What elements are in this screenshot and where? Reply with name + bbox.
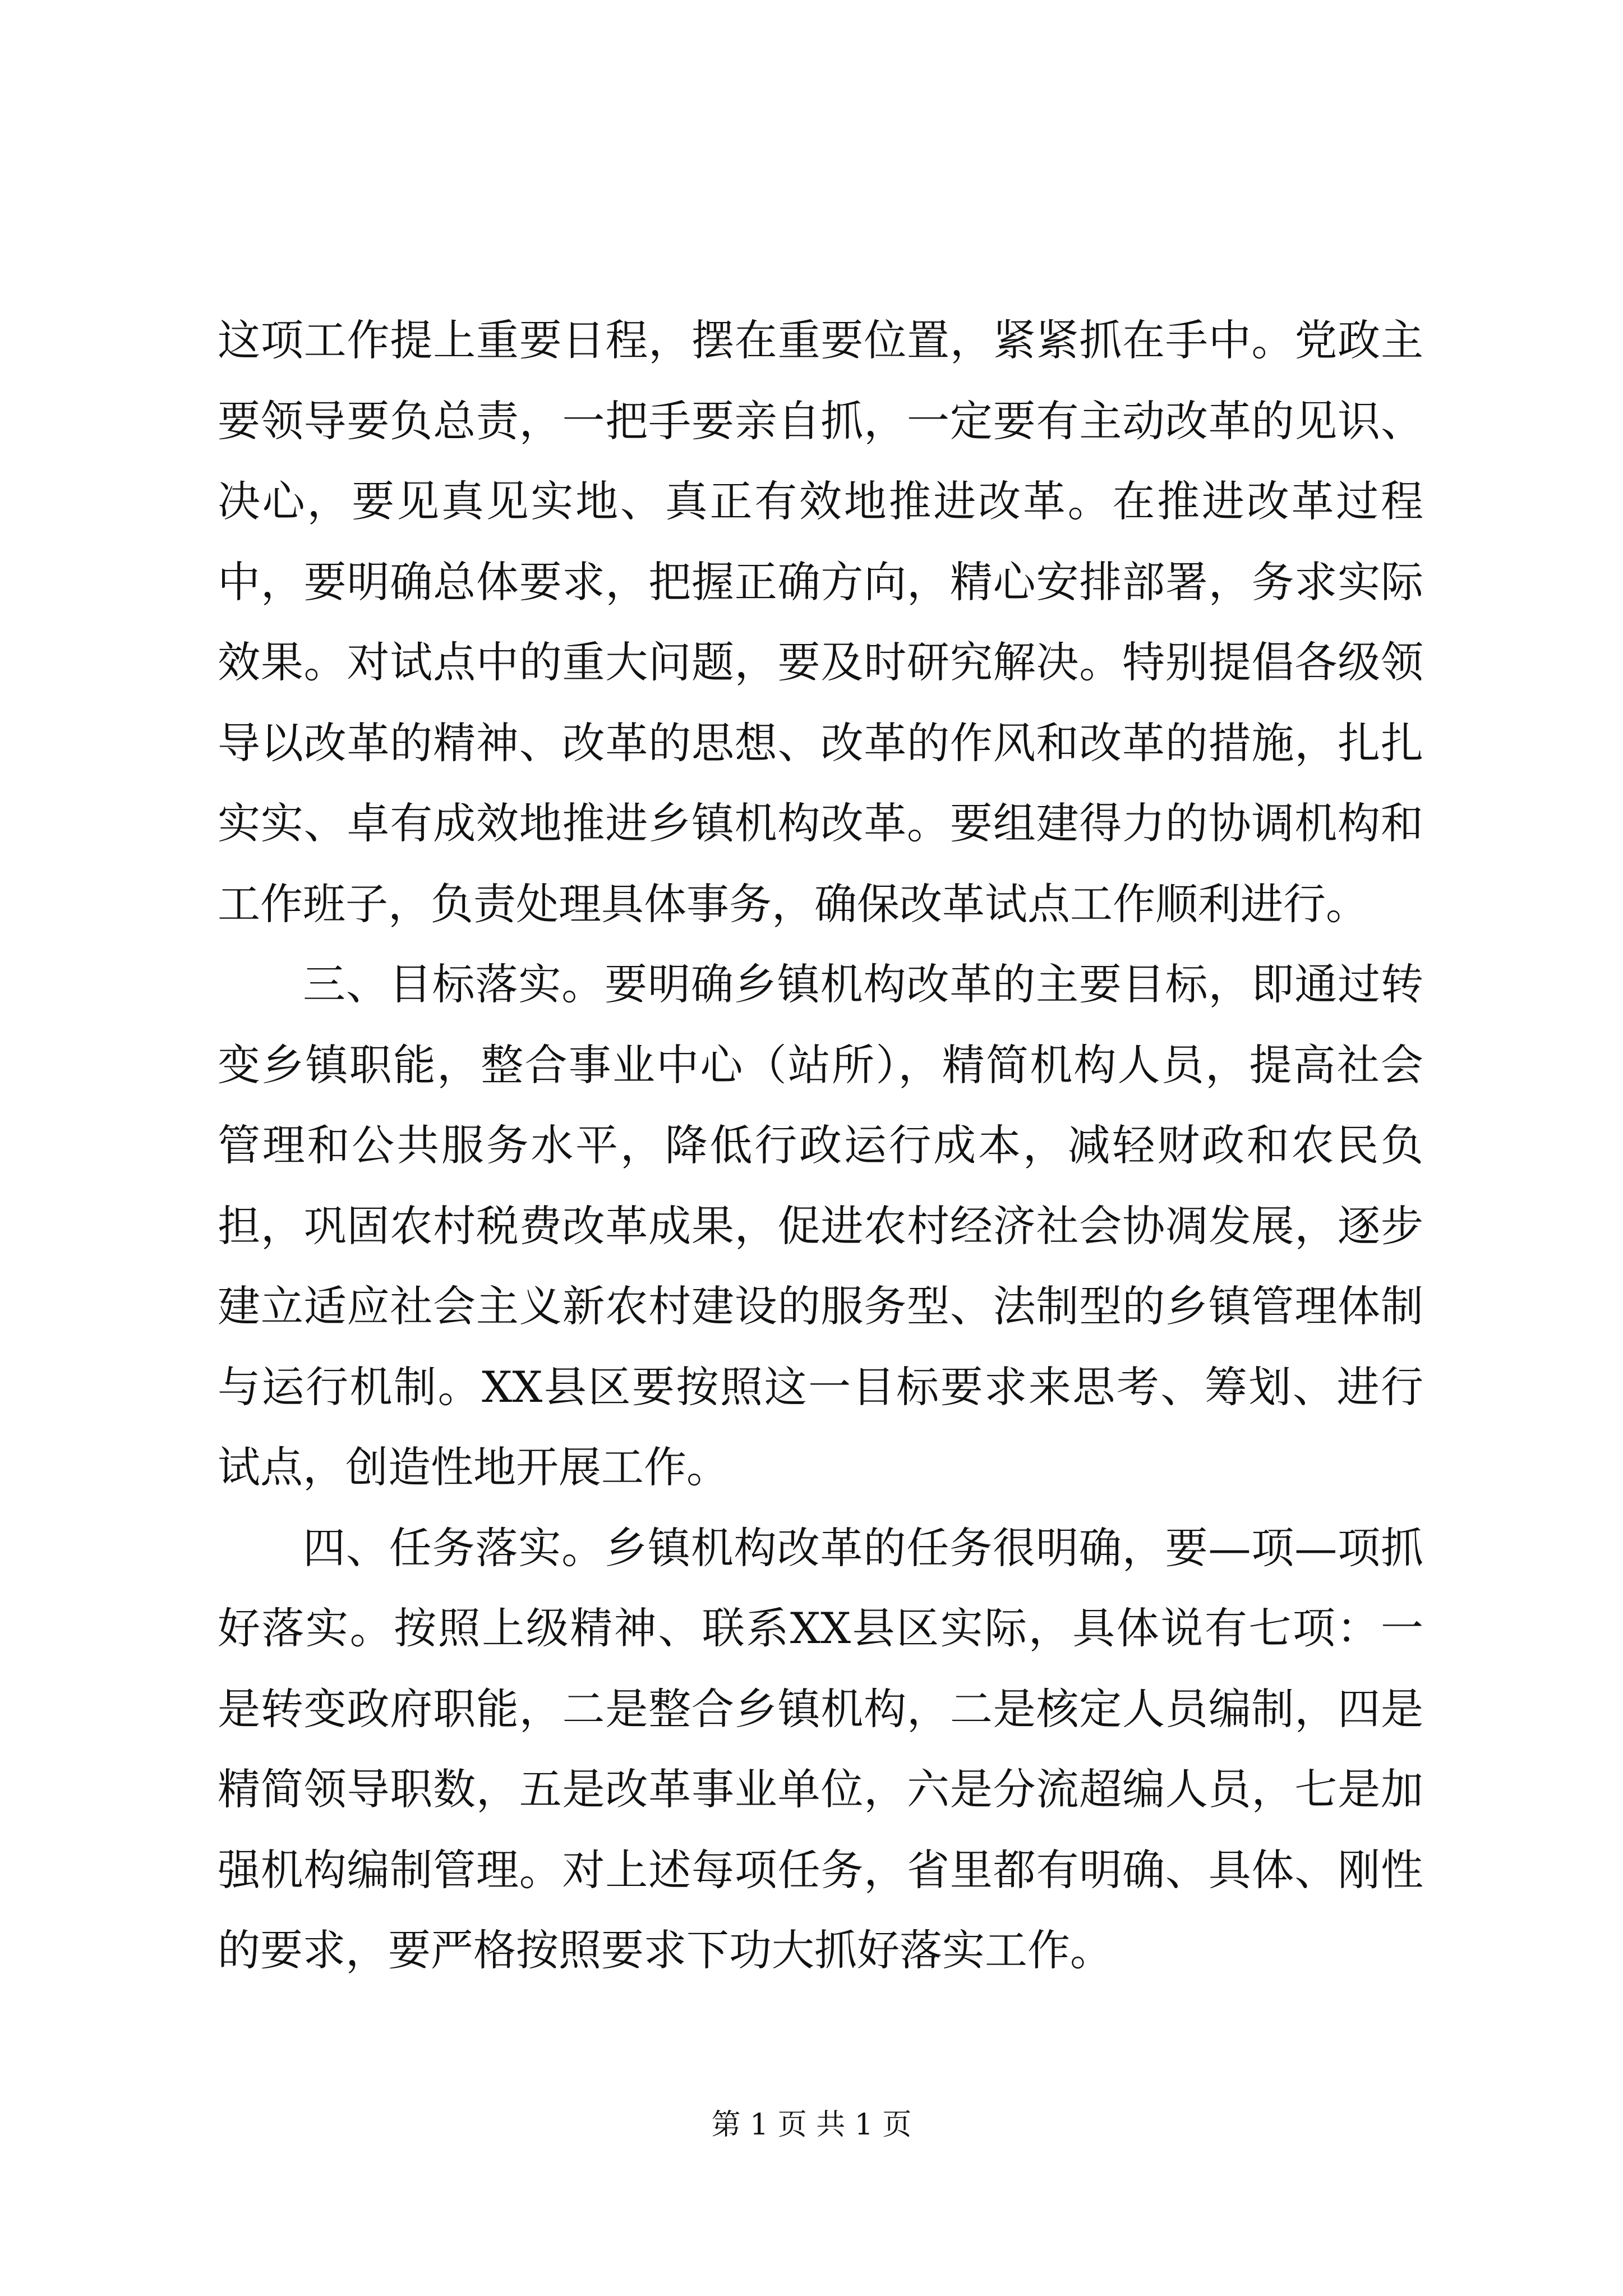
page-footer: 第 1 页 共 1 页	[711, 2108, 912, 2142]
paragraph-goal-implementation: 三、目标落实。要明确乡镇机构改革的主要目标，即通过转变乡镇职能，整合事业中心（站所），精简机构人员，提高社会管理和公共服务水平，降低行政运行成本，减轻财政和农民负担，巩固农村税费改革成果，促进农村经济社会协凋发展，逐步建立适应社会主义新农村建设的服务型、法制型的乡镇管理体制与运行机制。XX县区要按照这一目标要求来思考、筹划、进行试点，创造性地开展工作。	[218, 959, 1423, 1492]
paragraph-continuation: 这项工作提上重要日程，摆在重要位置，紧紧抓在手中。党政主要领导要负总责，一把手要亲自抓，一定要有主动改革的见识、决心，要见真见实地、真正有效地推进改革。在推进改革过程中，要明确总体要求，把握正确方向，精心安排部署，务求实际效果。对试点中的重大问题，要及时研究解决。特别提倡各级领导以改革的精神、改革的思想、改革的作风和改革的措施，扎扎实实、卓有成效地推进乡镇机构改革。要组建得力的协调机构和工作班子，负责处理具体事务，确保改革试点工作顺利进行。	[218, 315, 1423, 929]
paragraph-task-implementation: 四、任务落实。乡镇机构改革的任务很明确，要—项—项抓好落实。按照上级精神、联系XX县区实际，具体说有七项：一是转变政府职能，二是整合乡镇机构，二是核定人员编制，四是精简领导职数，五是改革事业单位，六是分流超编人员，七是加强机构编制管理。对上述每项任务，省里都有明确、具体、刚性的要求，要严格按照要求下功大抓好落实工作。	[218, 1522, 1423, 1975]
document-body	[218, 300, 1423, 1991]
